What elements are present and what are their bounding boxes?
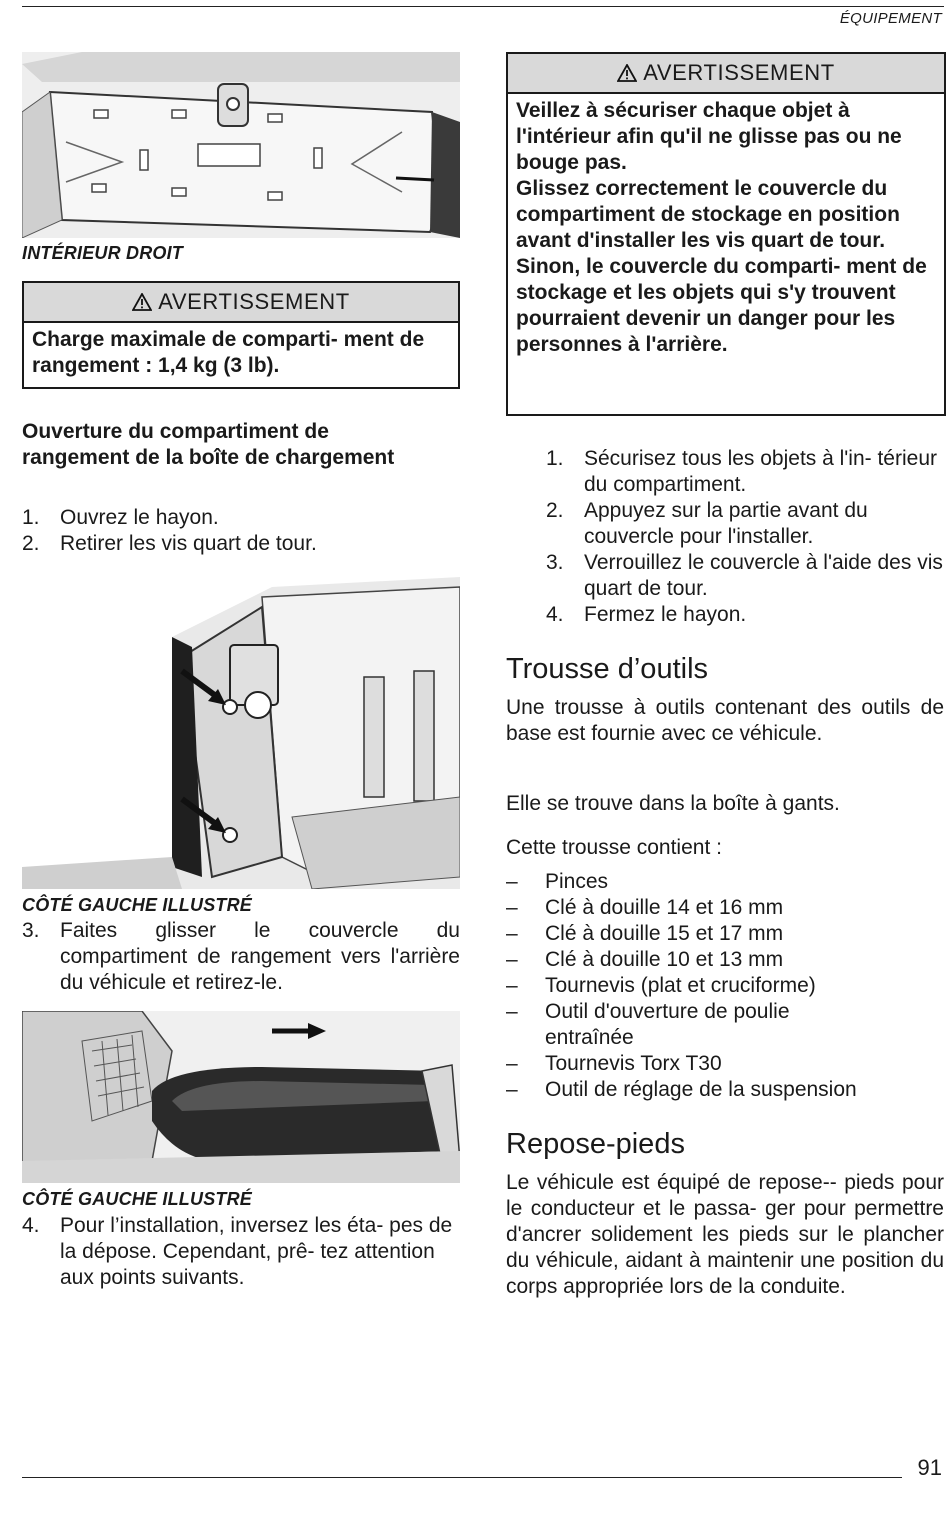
list-dash: –: [506, 974, 518, 997]
warning-text: Charge maximale de comparti- ment de rangement : 1,4 kg (3 lb).: [32, 328, 425, 377]
step-text: Faites glisser le couvercle du compartiment de rangement vers l'arrière du véhicule et retirez-le.: [60, 919, 460, 994]
footer-rule: [22, 1477, 902, 1478]
list-dash: –: [506, 870, 518, 893]
step-text: Appuyez sur la partie avant du couvercle pour l'installer.: [584, 499, 868, 548]
step-number: 2.: [546, 499, 564, 522]
page-number: 91: [917, 1455, 942, 1480]
step-number: 3.: [22, 919, 40, 942]
toolkit-paragraph-3: Cette trousse contient :: [506, 836, 722, 859]
item-text: Tournevis Torx T30: [545, 1052, 722, 1075]
warning-box-max-load: [22, 281, 460, 389]
step-text: Retirer les vis quart de tour.: [60, 532, 317, 555]
list-item: [506, 1077, 944, 1103]
step-text: Verrouillez le couvercle à l'aide des vis quart de tour.: [584, 551, 943, 600]
toolkit-contents-list: [506, 869, 944, 1103]
list-item: [22, 505, 460, 531]
warning-triangle-icon: [617, 62, 637, 88]
list-item: [506, 1051, 944, 1077]
toolkit-paragraph-2: Elle se trouve dans la boîte à gants.: [506, 792, 840, 815]
list-item: [506, 921, 944, 947]
header-rule: [22, 6, 944, 7]
list-dash: –: [506, 896, 518, 919]
list-item: [546, 550, 944, 602]
subheading-opening: Ouverture du compartiment de rangement de la boîte de chargement: [22, 420, 395, 469]
step-number: 2.: [22, 532, 40, 555]
warning-triangle-icon: [132, 291, 152, 317]
item-text: Clé à douille 15 et 17 mm: [545, 922, 784, 945]
step-4-list: [22, 1213, 460, 1291]
figure-caption-left-side-2: CÔTÉ GAUCHE ILLUSTRÉ: [22, 1189, 253, 1209]
list-dash: –: [506, 1078, 518, 1101]
warning-paragraph-1: Veillez à sécuriser chaque objet à l'intérieur afin qu'il ne glisse pas ou ne bouge pas.: [516, 99, 902, 174]
warning-title: AVERTISSEMENT: [158, 289, 350, 314]
quarter-turn-screws-illustration: [22, 577, 460, 889]
warning-header: [24, 283, 458, 323]
figure-caption-interior: INTÉRIEUR DROIT: [22, 243, 184, 263]
item-text: Outil de réglage de la suspension: [545, 1078, 857, 1101]
step-number: 4.: [546, 603, 564, 626]
step-number: 1.: [22, 506, 40, 529]
warning-body: [508, 94, 944, 364]
item-text: Clé à douille 14 et 16 mm: [545, 896, 784, 919]
step-text: Pour l’installation, inversez les éta- pes de la dépose. Cependant, prê- tez attention aux points suivants.: [60, 1214, 453, 1289]
step-3-list: [22, 918, 460, 996]
figure-caption-left-side-1: CÔTÉ GAUCHE ILLUSTRÉ: [22, 895, 253, 915]
warning-paragraph-3: Sinon, le couvercle du comparti- ment de stockage et les objets qui s'y trouvent pourraient devenir un danger pour les personnes à l'arrière.: [516, 255, 927, 356]
footrest-paragraph: Le véhicule est équipé de repose-- pieds pour le conducteur et le passa- ger pour permettre d'ancrer solidement les pieds sur le plancher du véhicule, aidant à maintenir une position du corps appropriée lors de la conduite.: [506, 1171, 944, 1298]
list-dash: –: [506, 948, 518, 971]
warning-title: AVERTISSEMENT: [643, 60, 835, 85]
list-item: [506, 869, 944, 895]
installation-steps: [546, 446, 944, 628]
list-item: [22, 531, 460, 557]
step-number: 4.: [22, 1214, 40, 1237]
footrest-heading: Repose-pieds: [506, 1128, 685, 1160]
item-text: Tournevis (plat et cruciforme): [545, 974, 816, 997]
list-item: [506, 973, 944, 999]
list-item: [546, 602, 944, 628]
list-item: [506, 999, 944, 1051]
step-number: 3.: [546, 551, 564, 574]
warning-paragraph-2: Glissez correctement le couvercle du compartiment de stockage en position avant d'installer les vis quart de tour.: [516, 177, 900, 252]
list-item: [506, 947, 944, 973]
step-number: 1.: [546, 447, 564, 470]
item-text: Outil d'ouverture de poulie entraînée: [545, 1000, 790, 1049]
step-text: Ouvrez le hayon.: [60, 506, 219, 529]
storage-interior-illustration: [22, 52, 460, 238]
toolkit-heading: Trousse d’outils: [506, 653, 709, 685]
warning-header: [508, 54, 944, 94]
item-text: Pinces: [545, 870, 609, 893]
list-dash: –: [506, 922, 518, 945]
list-item: [546, 498, 944, 550]
list-item: [546, 446, 944, 498]
list-item: [22, 1213, 460, 1291]
section-title: ÉQUIPEMENT: [839, 10, 942, 27]
warning-body: [24, 323, 458, 385]
item-text: Clé à douille 10 et 13 mm: [545, 948, 784, 971]
list-dash: –: [506, 1052, 518, 1075]
list-item: [22, 918, 460, 996]
step-text: Sécurisez tous les objets à l'in- térieur du compartiment.: [584, 447, 938, 496]
toolkit-paragraph-1: Une trousse à outils contenant des outils de base est fournie avec ce véhicule.: [506, 696, 944, 745]
cover-removal-illustration: [22, 1011, 460, 1183]
opening-steps: [22, 505, 460, 557]
list-dash: –: [506, 1000, 518, 1023]
warning-box-secure-objects: [506, 52, 946, 416]
list-item: [506, 895, 944, 921]
step-text: Fermez le hayon.: [584, 603, 747, 626]
